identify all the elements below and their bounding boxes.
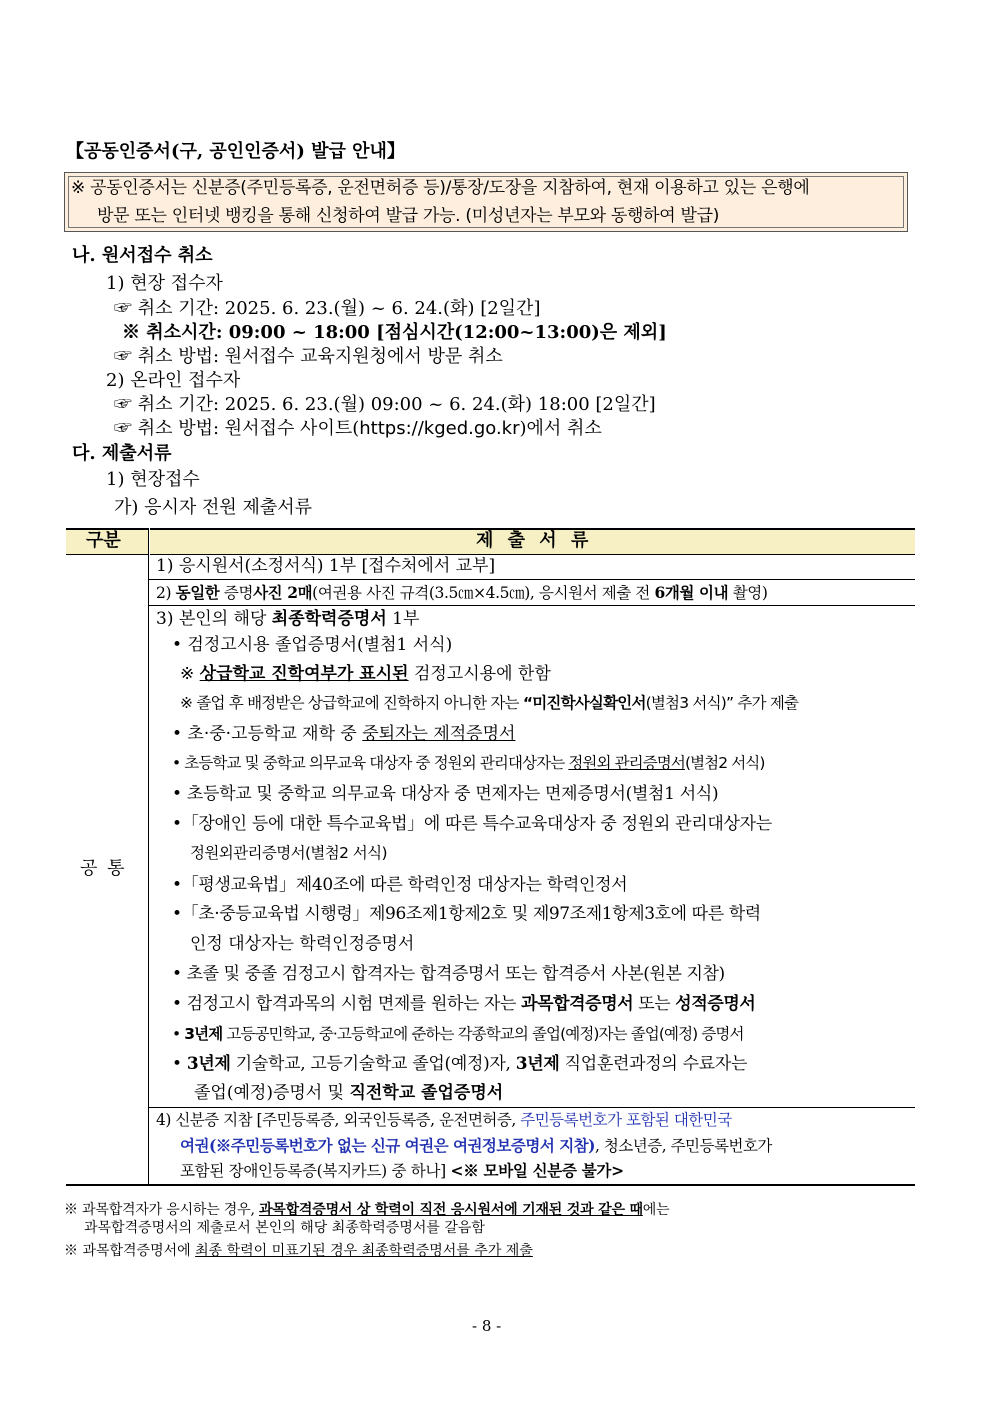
doc-item-3: 3) 본인의 해당 최종학력증명서 1부 <box>156 609 420 629</box>
notice-box <box>64 172 908 232</box>
heading-na: 나. 원서접수 취소 <box>72 245 213 266</box>
section-title: 【공동인증서(구, 공인인증서) 발급 안내】 <box>66 141 405 162</box>
doc-bullet-3: • 초등학교 및 중학교 의무교육 대상자 중 정원외 관리대상자는 정원외 관리증명서(별첨2 서식) <box>172 754 765 772</box>
page-number: - 8 - <box>472 1317 502 1335</box>
doc-bullet-5-cont: 정원외관리증명서(별첨2 서식) <box>190 844 387 862</box>
doc-bullet-10: • 3년제 고등공민학교, 중·고등학교에 준하는 각종학교의 졸업(예정)자는 졸업(예정) 증명서 <box>172 1025 744 1043</box>
onsite-method: ☞ 취소 방법: 원서접수 교육지원청에서 방문 취소 <box>114 346 503 367</box>
doc-item-4-line-2: 여권(※주민등록번호가 없는 신규 여권은 여권정보증명서 지참), 청소년증, 주민등록번호가 <box>180 1136 772 1155</box>
sub-onsite: 1) 현장접수 <box>106 469 200 490</box>
doc-note-1: ※ 상급학교 진학여부가 표시된 검정고시용에 한함 <box>180 664 551 684</box>
doc-bullet-2: • 초·중·고등학교 재학 중 중퇴자는 제적증명서 <box>172 724 516 744</box>
heading-da: 다. 제출서류 <box>72 443 172 464</box>
doc-item-4: 4) 신분증 지참 [주민등록증, 외국인등록증, 운전면허증, 주민등록번호가 포함된 대한민국 <box>156 1111 732 1129</box>
table-header-documents: 제 출 서 류 <box>476 530 593 551</box>
doc-bullet-11: • 3년제 기술학교, 고등기술학교 졸업(예정)자, 3년제 직업훈련과정의 수료자는 <box>172 1054 748 1074</box>
doc-item-1: 1) 응시원서(소정서식) 1부 [접수처에서 교부] <box>156 556 496 576</box>
sub-all-applicants: 가) 응시자 전원 제출서류 <box>114 497 313 518</box>
doc-bullet-4: • 초등학교 및 중학교 의무교육 대상자 중 면제자는 면제증명서(별첨1 서식) <box>172 784 719 804</box>
doc-item-4-line-3: 포함된 장애인등록증(복지카드) 중 하나] <※ 모바일 신분증 불가> <box>180 1161 624 1180</box>
doc-bullet-6: •「평생교육법」제40조에 따른 학력인정 대상자는 학력인정서 <box>172 875 628 895</box>
doc-bullet-1: • 검정고시용 졸업증명서(별첨1 서식) <box>172 635 453 655</box>
footnote-1-cont: 과목합격증명서의 제출로서 본인의 해당 최종학력증명서를 갈음함 <box>84 1220 485 1236</box>
row-label-common: 공 통 <box>80 858 127 879</box>
site-url-link[interactable]: https://kged.go.kr <box>359 418 520 439</box>
table-header-category: 구분 <box>86 530 121 551</box>
onsite-period: ☞ 취소 기간: 2025. 6. 23.(월) ~ 6. 24.(화) [2일간] <box>114 298 541 319</box>
doc-bullet-5: •「장애인 등에 대한 특수교육법」에 따른 특수교육대상자 중 정원외 관리대상자는 <box>172 814 772 834</box>
online-method: ☞ 취소 방법: 원서접수 사이트(https://kged.go.kr)에서 취소 <box>114 418 602 439</box>
onsite-title: 1) 현장 접수자 <box>106 273 223 294</box>
doc-bullet-7: •「초·중등교육법 시행령」제96조제1항제2호 및 제97조제1항제3호에 따른 학력 <box>172 904 761 924</box>
doc-bullet-7-cont: 인정 대상자는 학력인정증명서 <box>190 934 415 954</box>
notice-line-2: 방문 또는 인터넷 뱅킹을 통해 신청하여 발급 가능. (미성년자는 부모와 동행하여 발급) <box>97 206 720 226</box>
online-title: 2) 온라인 접수자 <box>106 370 241 391</box>
doc-note-2: ※ 졸업 후 배정받은 상급학교에 진학하지 아니한 자는 “미진학사실확인서(별첨3 서식)” 추가 제출 <box>180 694 799 712</box>
footnote-2: ※ 과목합격증명서에 최종 학력이 미표기된 경우 최종학력증명서를 추가 제출 <box>64 1243 533 1259</box>
footnote-1: ※ 과목합격자가 응시하는 경우, 과목합격증명서 상 학력이 직전 응시원서에 기재된 것과 같은 때에는 <box>64 1202 670 1218</box>
doc-bullet-8: • 초졸 및 중졸 검정고시 합격자는 합격증명서 또는 합격증서 사본(원본 지참) <box>172 964 725 984</box>
doc-bullet-9: • 검정고시 합격과목의 시험 면제를 원하는 자는 과목합격증명서 또는 성적증명서 <box>172 994 756 1014</box>
notice-line-1: ※ 공동인증서는 신분증(주민등록증, 운전면허증 등)/통장/도장을 지참하여, 현재 이용하고 있는 은행에 <box>71 178 810 198</box>
onsite-time: ※ 취소시간: 09:00 ~ 18:00 [점심시간(12:00~13:00)은 제외] <box>122 322 667 343</box>
doc-item-2: 2) 동일한 증명사진 2매(여권용 사진 규격(3.5㎝×4.5㎝), 응시원서 제출 전 6개월 이내 촬영) <box>156 583 768 602</box>
online-period: ☞ 취소 기간: 2025. 6. 23.(월) 09:00 ~ 6. 24.(화) 18:00 [2일간] <box>114 394 656 415</box>
doc-bullet-11-cont: 졸업(예정)증명서 및 직전학교 졸업증명서 <box>194 1083 504 1103</box>
